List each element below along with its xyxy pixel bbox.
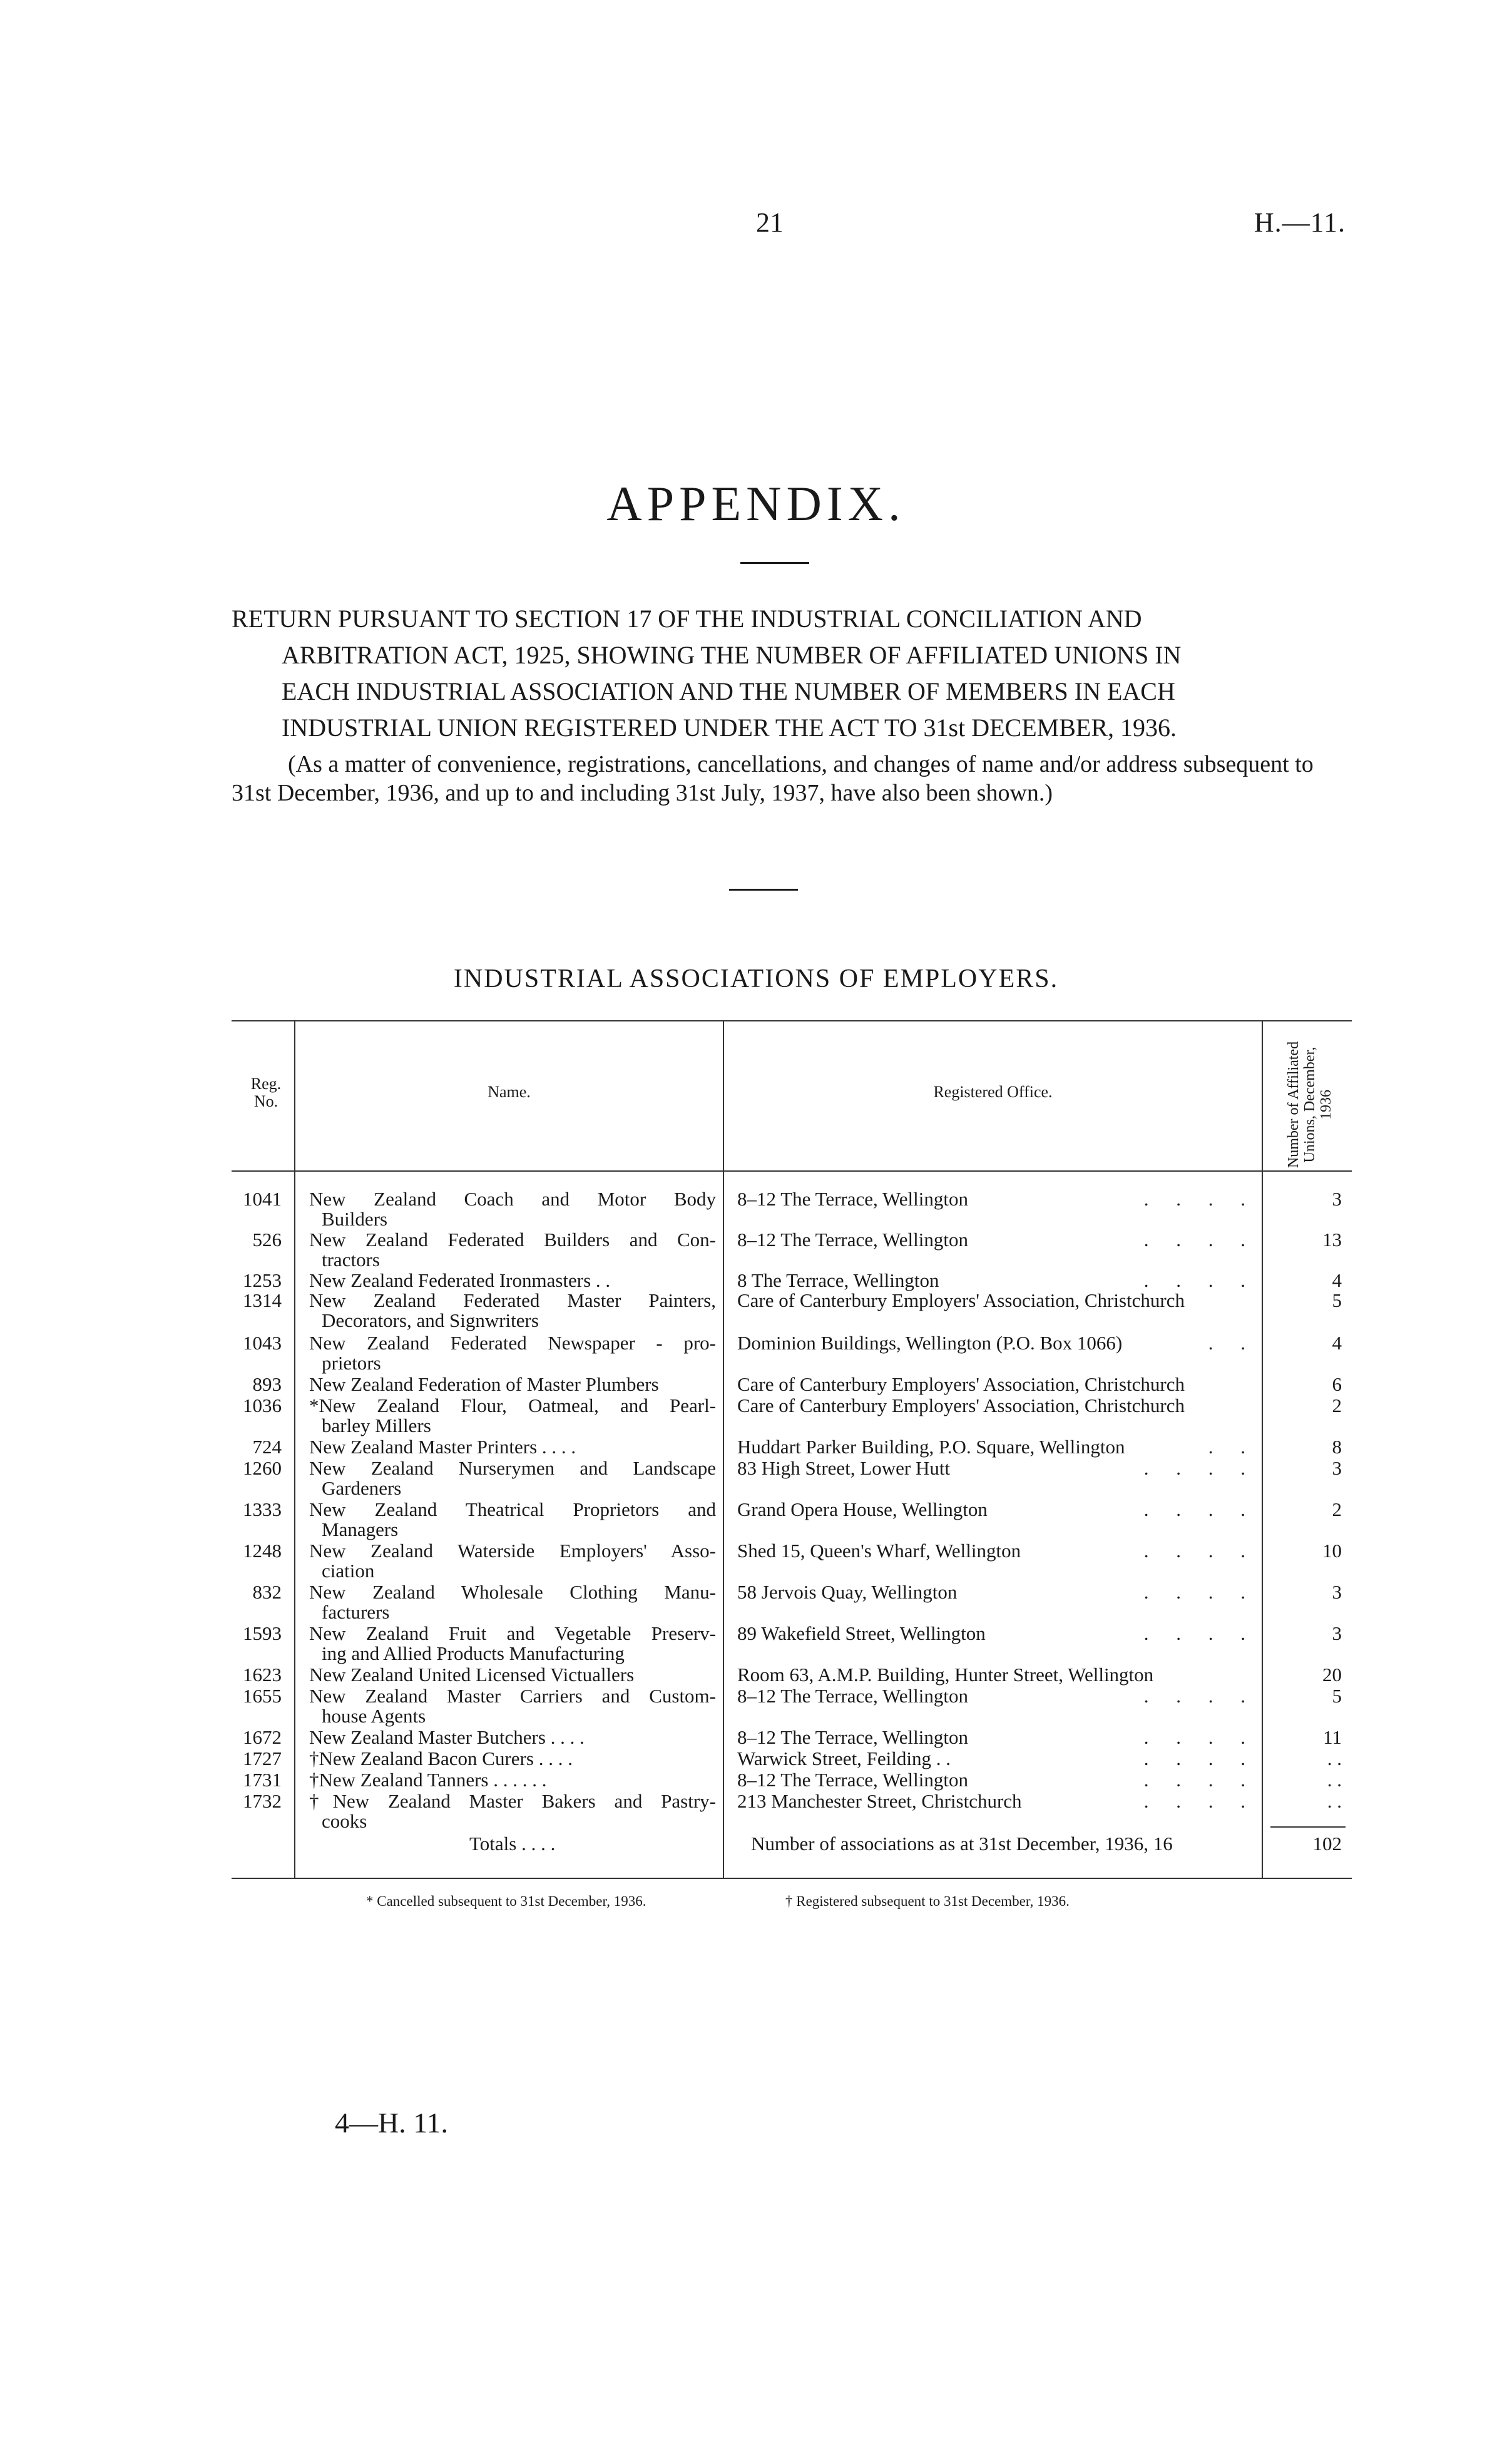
association-name-line: †New Zealand Tanners . . . . . . [309,1769,547,1791]
association-name-cell [309,1230,716,1270]
reg-number-cell: 724 [252,1436,282,1458]
affiliated-unions-cell: 3 [1332,1457,1342,1479]
leader-dots: . . . . [1143,1726,1257,1748]
column-divider-1 [294,1020,295,1878]
registered-office-text: 8–12 The Terrace, Wellington [737,1769,968,1791]
association-name-line: New Zealand Wholesale Clothing Manu- [309,1581,716,1603]
association-name-cell [309,1458,716,1498]
affiliated-unions-cell: 20 [1322,1664,1342,1686]
association-name-cell [309,1541,716,1581]
registered-office-text: 8–12 The Terrace, Wellington [737,1229,968,1251]
association-name-line: barley Millers [322,1415,431,1436]
reg-number-cell: 1731 [243,1769,282,1791]
association-name-cell [309,1582,716,1622]
totals-rule [1270,1826,1346,1828]
totals-office: Number of associations as at 31st December, 1936, 16 [751,1833,1173,1855]
association-name-cell [309,1749,716,1769]
return-heading-line-3: EACH INDUSTRIAL ASSOCIATION AND THE NUMBER OF MEMBERS IN EACH [282,677,1175,705]
reg-number-cell: 1036 [243,1394,282,1416]
registered-office-text: Warwick Street, Feilding . . [737,1748,951,1769]
footnote-cancelled: * Cancelled subsequent to 31st December, 1936. [366,1893,646,1909]
reg-number-cell: 1593 [243,1622,282,1644]
table-header-rule [232,1170,1352,1172]
association-name-cell [309,1437,716,1457]
header-number-affiliated [1282,1033,1338,1177]
reg-number-cell: 1623 [243,1664,282,1686]
association-name-cell [309,1333,716,1373]
association-name-line: New Zealand Federated Master Painters, [309,1289,716,1311]
registered-office-cell [737,1458,1257,1478]
association-name-line: †New Zealand Master Bakers and Pastry- [309,1790,716,1812]
association-name-line: New Zealand Theatrical Proprietors and [309,1498,716,1520]
return-heading-line-2: ARBITRATION ACT, 1925, SHOWING THE NUMBER OF AFFILIATED UNIONS IN [282,641,1182,669]
association-name-cell [309,1291,716,1331]
association-name-line: New Zealand Federated Builders and Con- [309,1229,716,1251]
association-name-line: New Zealand Nurserymen and Landscape [309,1457,716,1479]
association-name-cell [309,1624,716,1664]
document-code: H.—11. [1254,207,1346,238]
section-rule [729,889,798,891]
reg-number-cell: 1041 [243,1188,282,1210]
association-name-line: Managers [322,1518,399,1540]
leader-dots: . . . . [1143,1748,1257,1769]
page-number: 21 [756,207,784,238]
registered-office-cell [737,1271,1257,1291]
affiliated-unions-cell: 8 [1332,1436,1342,1458]
affiliated-unions-cell: 3 [1332,1581,1342,1603]
registered-office-text: Grand Opera House, Wellington [737,1498,988,1520]
column-divider-2 [723,1020,724,1878]
registered-office-text: Shed 15, Queen's Wharf, Wellington [737,1540,1021,1562]
registered-office-cell [737,1770,1257,1790]
registered-office-text: 8–12 The Terrace, Wellington [737,1188,968,1210]
registered-office-cell [737,1624,1257,1644]
reg-number-cell: 893 [252,1373,282,1395]
registered-office-text: 8–12 The Terrace, Wellington [737,1685,968,1707]
registered-office-text: 89 Wakefield Street, Wellington [737,1622,986,1644]
registered-office-text: Huddart Parker Building, P.O. Square, Wellington [737,1436,1125,1458]
bottom-signature: 4—H. 11. [335,2107,449,2139]
affiliated-unions-cell: 5 [1332,1289,1342,1311]
section-title: INDUSTRIAL ASSOCIATIONS OF EMPLOYERS. [453,965,1059,993]
registered-office-text: Care of Canterbury Employers' Association, Christchurch [737,1289,1185,1311]
registered-office-cell [737,1541,1257,1561]
registered-office-text: 213 Manchester Street, Christchurch [737,1790,1022,1812]
affiliated-unions-cell: 13 [1322,1229,1342,1251]
association-name-cell [309,1500,716,1540]
affiliated-unions-cell: . . [1327,1769,1342,1791]
leader-dots: . . . . [1143,1188,1257,1210]
affiliated-unions-cell: 2 [1332,1498,1342,1520]
header-registered-office: Registered Office. [933,1083,1053,1101]
return-heading-line-1: RETURN PURSUANT TO SECTION 17 OF THE INDUSTRIAL CONCILIATION AND [232,605,1142,633]
affiliated-unions-cell: . . [1327,1748,1342,1769]
association-name-line: New Zealand Master Carriers and Custom- [309,1685,716,1707]
leader-dots: . . [1208,1332,1257,1354]
association-name-line: †New Zealand Bacon Curers . . . . [309,1748,573,1769]
association-name-line: New Zealand Coach and Motor Body [309,1188,716,1210]
registered-office-cell [737,1189,1257,1209]
affiliated-unions-cell: 6 [1332,1373,1342,1395]
association-name-line: Gardeners [322,1477,402,1499]
reg-number-cell: 1732 [243,1790,282,1812]
table-bottom-rule [232,1878,1352,1879]
registered-office-cell [737,1582,1257,1602]
header-number-affiliated-text: Number of Affiliated Unions, December, 1936 [1285,1041,1334,1169]
reg-number-cell: 1655 [243,1685,282,1707]
association-name-line: Decorators, and Signwriters [322,1309,539,1331]
association-name-cell [309,1271,716,1291]
association-name-line: New Zealand Master Printers . . . . [309,1436,576,1458]
registered-office-text: Room 63, A.M.P. Building, Hunter Street, Wellington [737,1664,1154,1686]
registered-office-cell [737,1437,1257,1457]
reg-number-cell: 1043 [243,1332,282,1354]
header-reg-no: Reg. No. [250,1075,282,1110]
association-name-line: New Zealand Master Butchers . . . . [309,1726,585,1748]
registered-office-text: 8–12 The Terrace, Wellington [737,1726,968,1748]
reg-number-cell: 1253 [243,1269,282,1291]
affiliated-unions-cell: 5 [1332,1685,1342,1707]
affiliated-unions-cell: 3 [1332,1188,1342,1210]
registered-office-cell [737,1791,1257,1811]
association-name-cell [309,1665,716,1685]
title-rule [740,562,809,564]
association-name-cell [309,1396,716,1436]
association-name-line: house Agents [322,1705,426,1727]
reg-number-cell: 1260 [243,1457,282,1479]
leader-dots: . . . . [1143,1790,1257,1812]
registered-office-text: 83 High Street, Lower Hutt [737,1457,951,1479]
reg-number-cell: 526 [252,1229,282,1251]
return-heading-line-4: INDUSTRIAL UNION REGISTERED UNDER THE ACT TO 31st DECEMBER, 1936. [282,714,1177,742]
registered-office-text: 8 The Terrace, Wellington [737,1269,939,1291]
leader-dots: . . . . [1143,1685,1257,1707]
affiliated-unions-cell: 4 [1332,1269,1342,1291]
association-name-line: prietors [322,1352,381,1374]
table-top-rule [232,1020,1352,1021]
registered-office-text: 58 Jervois Quay, Wellington [737,1581,958,1603]
association-name-line: Builders [322,1208,388,1230]
association-name-line: ciation [322,1560,375,1582]
reg-number-cell: 1248 [243,1540,282,1562]
registered-office-text: Dominion Buildings, Wellington (P.O. Box 1066) [737,1332,1123,1354]
association-name-line: tractors [322,1249,380,1271]
leader-dots: . . . . [1143,1581,1257,1603]
totals-number: 102 [1312,1833,1342,1855]
association-name-line: New Zealand United Licensed Victuallers [309,1664,635,1686]
totals-label: Totals . . . . [469,1833,556,1855]
leader-dots: . . . . [1143,1229,1257,1251]
registered-office-cell [737,1333,1257,1353]
association-name-line: New Zealand Fruit and Vegetable Preserv- [309,1622,716,1644]
affiliated-unions-cell: 11 [1323,1726,1342,1748]
leader-dots: . . . . [1143,1269,1257,1291]
association-name-line: *New Zealand Flour, Oatmeal, and Pearl- [309,1394,716,1416]
affiliated-unions-cell: 2 [1332,1394,1342,1416]
reg-number-cell: 1314 [243,1289,282,1311]
association-name-cell [309,1770,716,1790]
leader-dots: . . . . [1143,1457,1257,1479]
association-name-line: cooks [322,1810,367,1832]
registered-office-cell [737,1749,1257,1769]
association-name-line: New Zealand Waterside Employers' Asso- [309,1540,716,1562]
leader-dots: . . . . [1143,1769,1257,1791]
registered-office-cell [737,1686,1257,1706]
header-name: Name. [488,1083,531,1101]
registered-office-cell [737,1374,1257,1394]
association-name-line: New Zealand Federation of Master Plumbers [309,1373,659,1395]
affiliated-unions-cell: 3 [1332,1622,1342,1644]
registered-office-text: Care of Canterbury Employers' Association, Christchurch [737,1394,1185,1416]
registered-office-cell [737,1230,1257,1250]
association-name-line: New Zealand Federated Newspaper - pro- [309,1332,716,1354]
association-name-line: facturers [322,1601,390,1623]
column-divider-3 [1262,1020,1263,1878]
leader-dots: . . . . [1143,1540,1257,1562]
registered-office-cell [737,1665,1257,1685]
association-name-cell [309,1686,716,1726]
association-name-line: New Zealand Federated Ironmasters . . [309,1269,611,1291]
association-name-cell [309,1374,716,1394]
return-heading [232,601,1333,746]
registered-office-cell [737,1727,1257,1748]
reg-number-cell: 832 [252,1581,282,1603]
footnote-registered: † Registered subsequent to 31st December, 1936. [785,1893,1070,1909]
leader-dots: . . . . [1143,1622,1257,1644]
registered-office-cell [737,1291,1257,1311]
convenience-note: (As a matter of convenience, registrations, cancellations, and changes of name and/or address subsequent to 31st December, 1936, and up to and including 31st July, 1937, have also been shown.) [232,751,1314,806]
reg-number-cell: 1672 [243,1726,282,1748]
reg-number-cell: 1727 [243,1748,282,1769]
registered-office-text: Care of Canterbury Employers' Association, Christchurch [737,1373,1185,1395]
page-title: APPENDIX. [606,476,906,531]
leader-dots: . . . . [1143,1498,1257,1520]
registered-office-cell [737,1396,1257,1416]
affiliated-unions-cell: 10 [1322,1540,1342,1562]
association-name-cell [309,1189,716,1229]
association-name-cell [309,1727,716,1748]
affiliated-unions-cell: 4 [1332,1332,1342,1354]
association-name-line: ing and Allied Products Manufacturing [322,1642,625,1664]
association-name-cell [309,1791,716,1831]
registered-office-cell [737,1500,1257,1520]
leader-dots: . . [1208,1436,1257,1458]
reg-number-cell: 1333 [243,1498,282,1520]
affiliated-unions-cell: . . [1327,1790,1342,1812]
